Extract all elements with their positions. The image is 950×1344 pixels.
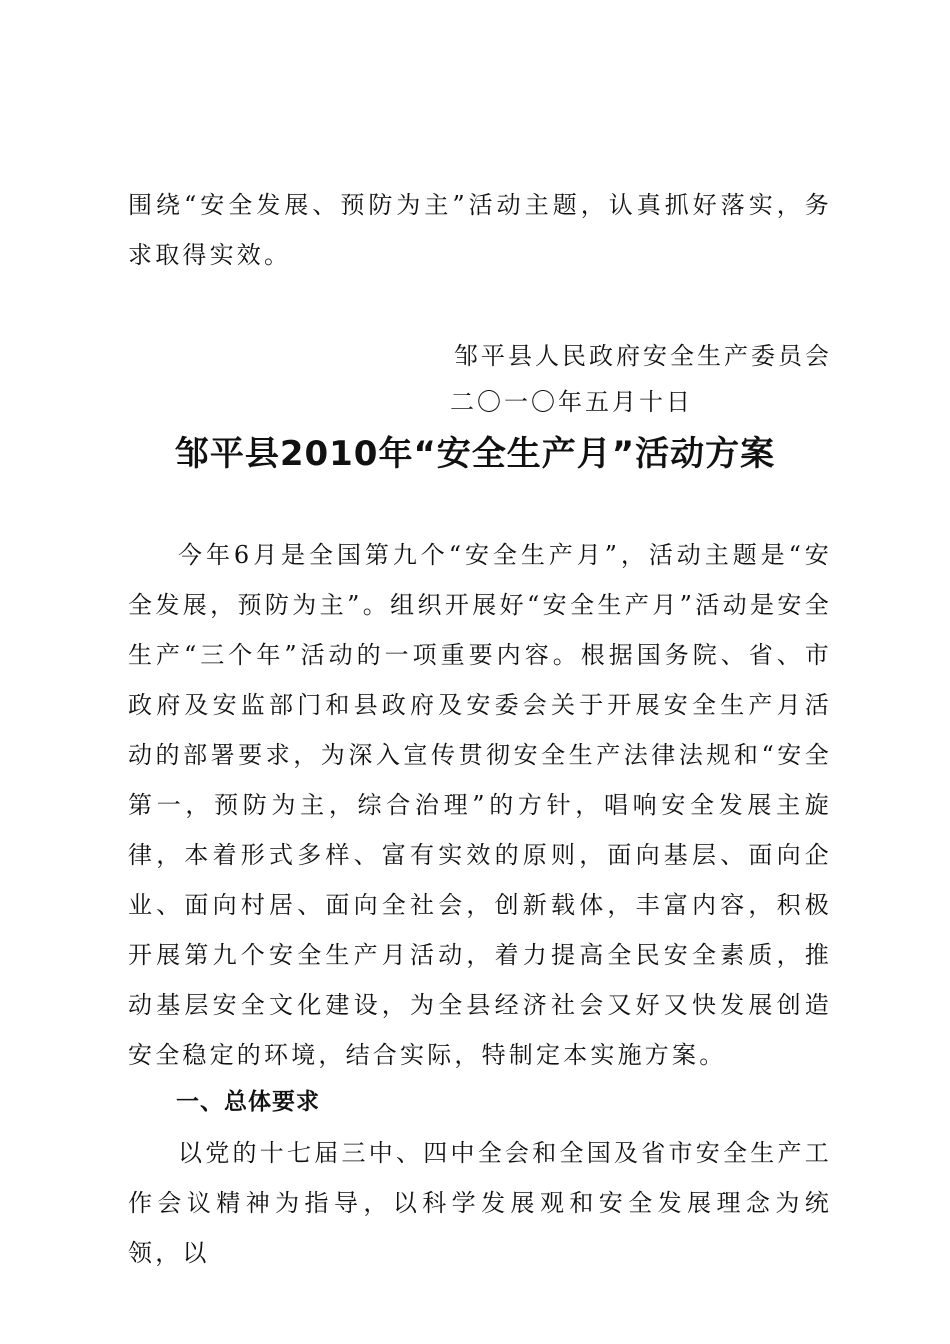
section-heading-general-requirements: 一、总体要求 <box>176 1089 320 1115</box>
signature-date: 二〇一〇年五月十日 <box>450 388 693 416</box>
intro-paragraph: 围绕“安全发展、预防为主”活动主题，认真抓好落实，务求取得实效。 <box>128 191 832 269</box>
paragraph-intro: 今年6月是全国第九个“安全生产月”，活动主题是“安全发展，预防为主”。组织开展好“安全生产月”活动是安全生产“三个年”活动的一项重要内容。根据国务院、省、市政府及安监部门和县政府及安委会关于开展安全生产月活动的部署要求，为深入宣传贯彻安全生产法律法规和“安全第一，预防为主，综合治理”的方针，唱响安全发展主旋律，本着形式多样、富有实效的原则，面向基层、面向企业、面向村居、面向全社会，创新载体，丰富内容，积极开展第九个安全生产月活动，着力提高全民安全素质，推动基层安全文化建设，为全县经济社会又好又快发展创造安全稳定的环境，结合实际，特制定本实施方案。 <box>128 541 832 1069</box>
paragraph-general-requirements: 以党的十七届三中、四中全会和全国及省市安全生产工作会议精神为指导，以科学发展观和安全发展理念为统领，以 <box>128 1139 832 1267</box>
document-title: 邹平县2010年“安全生产月”活动方案 <box>174 434 776 474</box>
signature-organization: 邹平县人民政府安全生产委员会 <box>454 342 832 370</box>
